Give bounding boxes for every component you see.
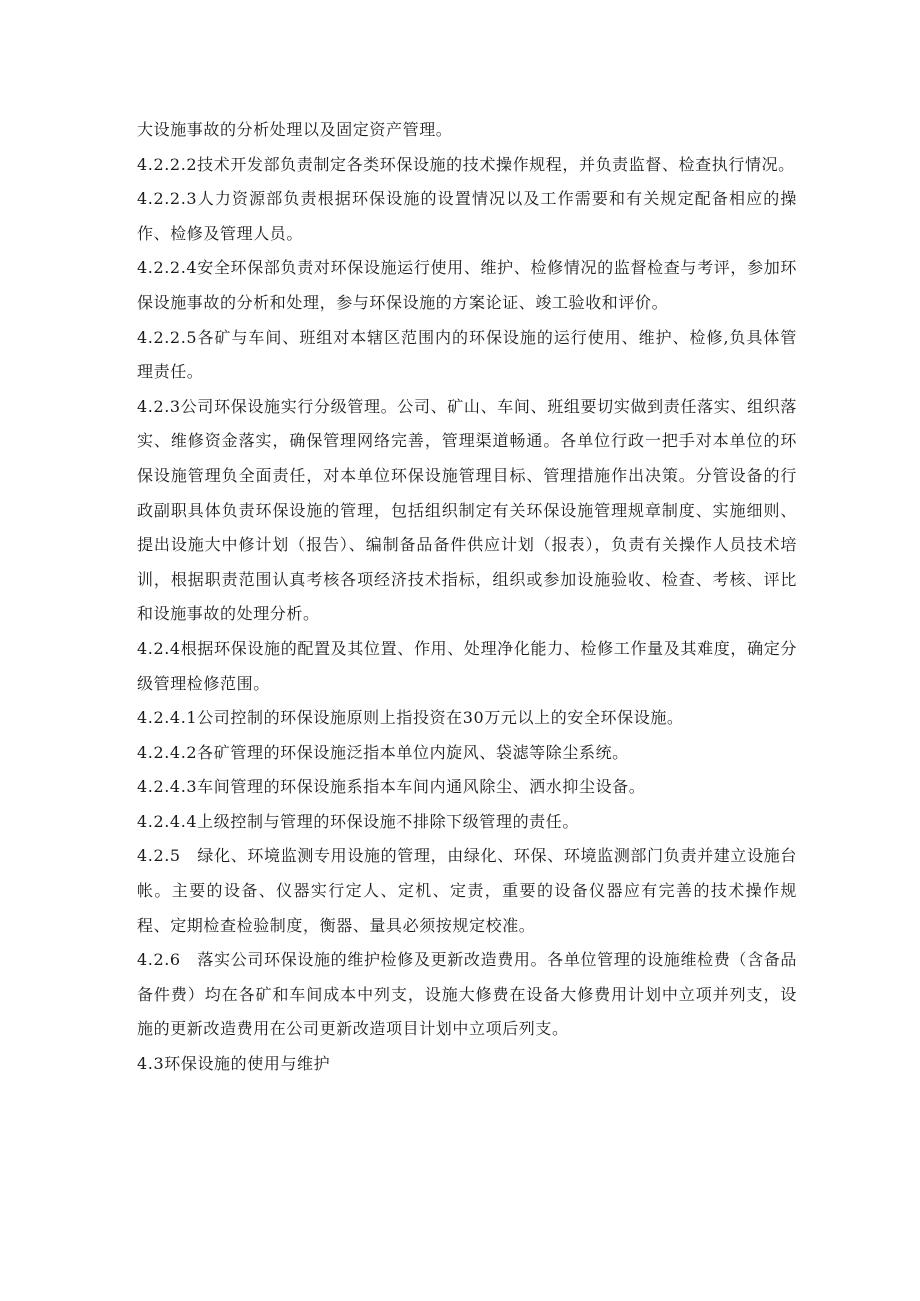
- paragraph: 4.2.3公司环保设施实行分级管理。公司、矿山、车间、班组要切实做到责任落实、组织落实、维修资金落实，确保管理网络完善，管理渠道畅通。各单位行政一把手对本单位的环保设施管理负全面责任，对本单位环保设施管理目标、管理措施作出决策。分管设备的行政副职具体负责环保设施的管理，包括组织制定有关环保设施管理规章制度、实施细则、提出设施大中修计划（报告）、编制备品备件供应计划（报表），负责有关操作人员技术培训，根据职责范围认真考核各项经济技术指标，组织或参加设施验收、检查、考核、评比和设施事故的处理分析。: [137, 396, 797, 624]
- paragraph: 4.2.2.5各矿与车间、班组对本辖区范围内的环保设施的运行使用、维护、检修,负具体管理责任。: [137, 327, 797, 382]
- paragraph: 4.2.4.4上级控制与管理的环保设施不排除下级管理的责任。: [137, 811, 579, 831]
- paragraph: 4.2.4.1公司控制的环保设施原则上指投资在30万元以上的安全环保设施。: [137, 708, 684, 728]
- section-heading: 4.3环保设施的使用与维护: [137, 1054, 331, 1074]
- document-body: [137, 113, 797, 1082]
- paragraph: 4.2.4根据环保设施的配置及其位置、作用、处理净化能力、检修工作量及其难度，确定分级管理检修范围。: [137, 638, 797, 693]
- paragraph: 4.2.5 绿化、环境监测专用设施的管理，由绿化、环保、环境监测部门负责并建立设施台帐。主要的设备、仪器实行定人、定机、定责，重要的设备仪器应有完善的技术操作规程、定期检查检验制度，衡器、量具必须按规定校准。: [137, 846, 797, 935]
- paragraph: 大设施事故的分析处理以及固定资产管理。: [137, 120, 453, 139]
- paragraph: 4.2.2.3人力资源部负责根据环保设施的设置情况以及工作需要和有关规定配备相应的操作、检修及管理人员。: [137, 189, 797, 243]
- paragraph: 4.2.2.4安全环保部负责对环保设施运行使用、维护、检修情况的监督检查与考评，参加环保设施事故的分析和处理，参与环保设施的方案论证、竣工验收和评价。: [137, 258, 797, 312]
- paragraph: 4.2.6 落实公司环保设施的维护检修及更新改造费用。各单位管理的设施维检费（含备品备件费）均在各矿和车间成本中列支，设施大修费在设备大修费用计划中立项并列支，设施的更新改造费用在公司更新改造项目计划中立项后列支。: [137, 950, 797, 1039]
- paragraph: 4.2.4.3车间管理的环保设施系指本车间内通风除尘、洒水抑尘设备。: [137, 777, 646, 797]
- paragraph: 4.2.4.2各矿管理的环保设施泛指本单位内旋风、袋滤等除尘系统。: [137, 742, 629, 762]
- paragraph: 4.2.2.2技术开发部负责制定各类环保设施的技术操作规程，并负责监督、检查执行情况。: [137, 154, 795, 174]
